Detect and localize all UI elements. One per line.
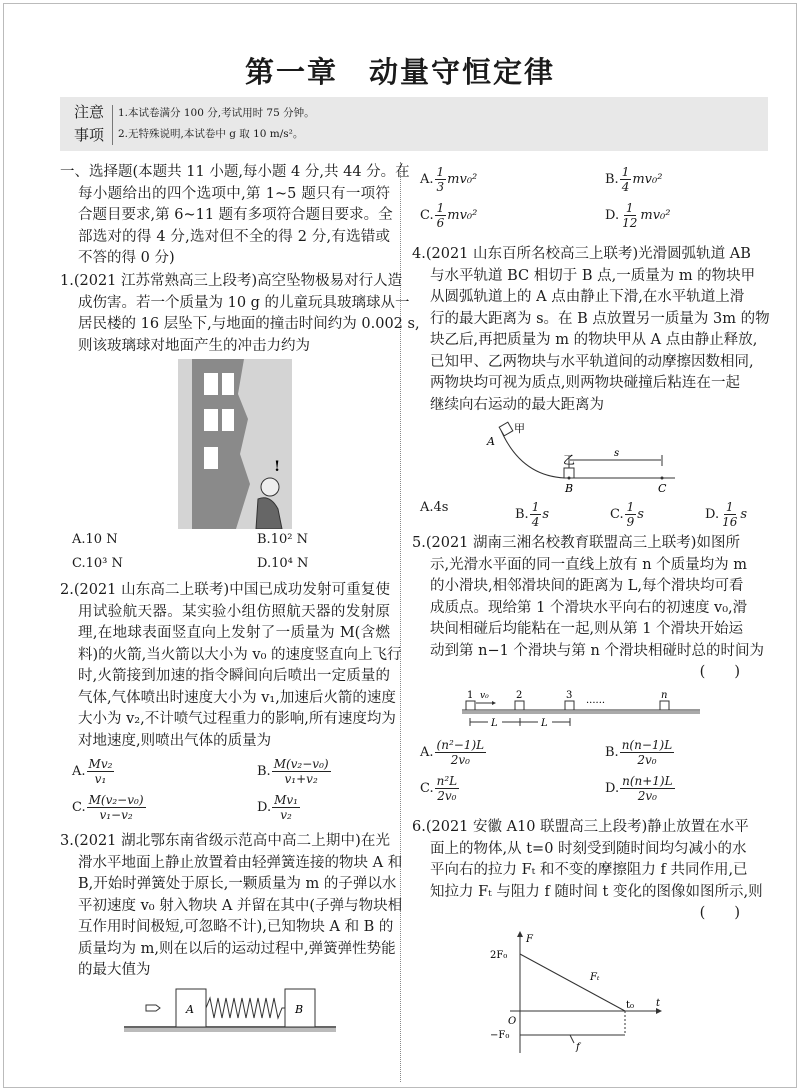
option-c[interactable] bbox=[72, 793, 147, 822]
option-a[interactable] bbox=[420, 165, 477, 194]
numerator: n²L bbox=[436, 774, 458, 788]
option-label: B. bbox=[257, 764, 271, 779]
slider-2-label: 2 bbox=[516, 690, 523, 701]
option-label: D. bbox=[257, 800, 272, 815]
option-b[interactable] bbox=[257, 532, 308, 547]
text-line: 的最大值为 bbox=[78, 962, 151, 978]
numerator: 1 bbox=[621, 165, 630, 179]
chapter-title: 第一章 动量守恒定律 bbox=[244, 55, 555, 89]
option-label: D. bbox=[605, 781, 620, 796]
text-line: 的小滑块,相邻滑块间的距离为 L,每个滑块均可看 bbox=[430, 578, 744, 594]
fraction bbox=[272, 793, 300, 822]
denominator: v₁−v₂ bbox=[99, 808, 133, 822]
fraction bbox=[620, 201, 639, 230]
text-line: 部选对的得 4 分,选对但不全的得 2 分,有选错或 bbox=[78, 228, 390, 245]
denominator: v₁+v₂ bbox=[284, 772, 318, 786]
spring-blocks-diagram bbox=[120, 984, 340, 1034]
fraction bbox=[620, 774, 674, 803]
f-label: f bbox=[576, 1042, 580, 1053]
block-yi-label: 乙 bbox=[563, 453, 576, 467]
text-line: 平初速度 v₀ 射入物块 A 并留在其中(子弹与物块相 bbox=[78, 897, 403, 914]
fraction bbox=[720, 500, 739, 529]
denominator: 2v₀ bbox=[637, 789, 657, 803]
denominator: v₂ bbox=[280, 808, 292, 822]
slider-3-label: 3 bbox=[566, 690, 573, 701]
denominator: 2v₀ bbox=[437, 789, 457, 803]
option-d[interactable] bbox=[257, 556, 308, 571]
option-label: D. bbox=[605, 208, 620, 223]
point-a-label: A bbox=[487, 435, 495, 448]
denominator: 2v₀ bbox=[637, 753, 657, 767]
option-a[interactable] bbox=[72, 532, 118, 547]
numerator: 1 bbox=[436, 201, 445, 215]
ft-line bbox=[520, 954, 625, 1011]
denominator: 4 bbox=[531, 515, 540, 529]
notice-box bbox=[60, 97, 768, 151]
notice-label-line: 注意 bbox=[74, 103, 105, 121]
distance-l-label: L bbox=[491, 718, 498, 729]
fraction bbox=[435, 738, 487, 767]
fraction bbox=[435, 165, 447, 194]
option-label: A. bbox=[72, 532, 86, 547]
axis-f-label: F bbox=[526, 934, 533, 945]
fraction bbox=[625, 500, 637, 529]
slider-n-label: n bbox=[661, 690, 668, 701]
option-text: 10³ N bbox=[85, 556, 123, 571]
text-line: 与水平轨道 BC 相切于 B 点,一质量为 m 的物块甲 bbox=[430, 267, 756, 284]
force-time-graph bbox=[480, 928, 680, 1058]
option-b[interactable] bbox=[605, 165, 662, 194]
slider-1-label: 1 bbox=[467, 690, 474, 701]
text-line: 滑水平地面上静止放置着由轻弹簧连接的物块 A 和 bbox=[78, 854, 403, 871]
fraction bbox=[620, 165, 632, 194]
tick-neg-f0-label: −F₀ bbox=[490, 1030, 510, 1041]
text-line: 理,在地球表面竖直向上发射了一质量为 M(含燃 bbox=[78, 625, 390, 641]
option-tail: mv₀² bbox=[447, 208, 478, 223]
text-line: 料)的火箭,当火箭以大小为 v₀ 的速度竖直向上飞行 bbox=[78, 646, 402, 663]
distance-l-label: L bbox=[541, 718, 548, 729]
denominator: v₁ bbox=[94, 772, 107, 786]
notice-item: 2.无特殊说明,本试卷中 g 取 10 m/s²。 bbox=[118, 128, 304, 140]
numerator: 1 bbox=[531, 500, 540, 514]
text-line: 示,光滑水平面的同一直线上放有 n 个质量均为 m bbox=[430, 556, 748, 573]
tick-t0-label: t₀ bbox=[626, 1000, 635, 1011]
section-header bbox=[60, 162, 410, 270]
option-tail: mv₀² bbox=[640, 208, 671, 223]
velocity-label: v₀ bbox=[480, 691, 489, 701]
option-label: C. bbox=[72, 556, 86, 571]
option-d[interactable] bbox=[605, 201, 670, 230]
option-text: 4s bbox=[433, 500, 449, 515]
tick-2f0-label: 2F₀ bbox=[490, 950, 508, 961]
question-4 bbox=[412, 244, 770, 416]
origin-label: O bbox=[508, 1016, 517, 1027]
text-line: 互作用时间极短,可忽略不计),已知物块 A 和 B 的 bbox=[78, 919, 394, 935]
text-line: B,开始时弹簧处于原长,一颗质量为 m 的子弹以水 bbox=[78, 876, 397, 892]
denominator: 3 bbox=[436, 180, 445, 194]
denominator: 9 bbox=[626, 515, 635, 529]
fraction bbox=[435, 774, 460, 803]
option-d[interactable] bbox=[257, 793, 301, 822]
numerator: 1 bbox=[436, 165, 445, 179]
distance-s-label: s bbox=[614, 448, 620, 459]
question-1-options bbox=[72, 532, 392, 577]
text-line: 每小题给出的四个选项中,第 1~5 题只有一项符 bbox=[78, 185, 390, 202]
option-label: B. bbox=[515, 507, 529, 522]
option-c[interactable] bbox=[610, 500, 644, 529]
question-5-options bbox=[420, 738, 740, 813]
option-label: D. bbox=[257, 556, 272, 571]
ellipsis: ······ bbox=[586, 698, 606, 709]
notice-divider bbox=[112, 105, 113, 145]
text-line: 面上的物体,从 t=0 时刻受到随时间均匀减小的水 bbox=[430, 840, 747, 857]
text-line: 动到第 n−1 个滑块与第 n 个滑块相碰时总的时间为 bbox=[430, 642, 764, 659]
answer-paren: ( ) bbox=[699, 905, 740, 921]
text-line: 继续向右运动的最大距离为 bbox=[430, 396, 604, 413]
denominator: 12 bbox=[622, 216, 638, 230]
option-b[interactable] bbox=[605, 738, 675, 767]
paren-line bbox=[412, 662, 740, 684]
option-tail: mv₀² bbox=[632, 172, 663, 187]
option-text: 10⁴ N bbox=[271, 556, 309, 571]
point-c-label: C bbox=[658, 482, 667, 495]
arc-track-diagram bbox=[480, 418, 680, 498]
text-line: 1.(2021 江苏常熟高三上段考)高空坠物极易对行人造 bbox=[60, 273, 403, 289]
fraction bbox=[620, 738, 674, 767]
numerator: (n²−1)L bbox=[436, 738, 485, 752]
option-tail: mv₀² bbox=[447, 172, 478, 187]
option-label: A. bbox=[72, 764, 86, 779]
text-line: 用试验航天器。某实验小组仿照航天器的发射原 bbox=[78, 603, 390, 620]
block-b-label: B bbox=[295, 1003, 304, 1016]
fraction bbox=[272, 757, 331, 786]
sliders-diagram bbox=[460, 686, 705, 734]
option-label: B. bbox=[605, 172, 619, 187]
option-tail: s bbox=[542, 507, 549, 522]
option-d[interactable] bbox=[705, 500, 747, 529]
numerator: n(n−1)L bbox=[621, 738, 673, 752]
option-c[interactable] bbox=[420, 774, 460, 803]
option-label: B. bbox=[257, 532, 271, 547]
numerator: 1 bbox=[725, 500, 734, 514]
text-line: 居民楼的 16 层坠下,与地面的撞击时间约为 0.002 s, bbox=[78, 316, 420, 332]
numerator: 1 bbox=[625, 201, 634, 215]
text-line: 2.(2021 山东高二上联考)中国已成功发射可重复使 bbox=[60, 582, 390, 598]
option-text: 10 N bbox=[85, 532, 118, 547]
option-label: C. bbox=[610, 507, 624, 522]
fraction bbox=[87, 757, 115, 786]
text-line: 从圆弧轨道上的 A 点由静止下滑,在水平轨道上滑 bbox=[430, 289, 745, 305]
question-6 bbox=[412, 817, 763, 925]
notice-items bbox=[118, 103, 315, 145]
fraction bbox=[435, 201, 447, 230]
fraction bbox=[530, 500, 542, 529]
option-a[interactable] bbox=[420, 500, 448, 515]
option-label: C. bbox=[420, 208, 434, 223]
point-b-label: B bbox=[565, 482, 574, 495]
question-2-options bbox=[72, 757, 392, 827]
denominator: 6 bbox=[436, 216, 445, 230]
notice-label-line: 事项 bbox=[74, 126, 105, 144]
svg-text:!: ! bbox=[274, 459, 281, 475]
option-label: A. bbox=[420, 745, 434, 760]
question-4-options bbox=[420, 500, 750, 532]
notice-item: 1.本试卷满分 100 分,考试用时 75 分钟。 bbox=[118, 107, 315, 119]
option-tail: s bbox=[740, 507, 748, 522]
numerator: n(n+1)L bbox=[622, 774, 673, 788]
option-a[interactable] bbox=[420, 738, 487, 767]
text-line: 5.(2021 湖南三湘名校教育联盟高三上联考)如图所 bbox=[412, 535, 740, 551]
denominator: 2v₀ bbox=[450, 753, 470, 767]
denominator: 4 bbox=[621, 180, 630, 194]
question-3 bbox=[60, 831, 403, 982]
text-line: 两物块均可视为质点,则两物块碰撞后粘连在一起 bbox=[430, 375, 740, 391]
text-line: 大小为 v₂,不计喷气过程重力的影响,所有速度均为 bbox=[78, 711, 396, 727]
option-label: C. bbox=[72, 800, 86, 815]
option-label: A. bbox=[420, 172, 434, 187]
question-2 bbox=[60, 580, 402, 752]
paren-line bbox=[412, 903, 740, 925]
ft-label: Fₜ bbox=[590, 972, 600, 983]
option-b[interactable] bbox=[257, 757, 332, 786]
numerator: Mv₁ bbox=[274, 793, 298, 807]
text-line: 块乙后,再把质量为 m 的物块甲从 A 点由静止释放, bbox=[430, 332, 758, 348]
fraction bbox=[87, 793, 146, 822]
text-line: 气体,气体喷出时速度大小为 v₁,加速后火箭的速度 bbox=[78, 689, 396, 706]
falling-object-illustration bbox=[178, 359, 292, 529]
text-line: 行的最大距离为 s。在 B 点放置另一质量为 3m 的物 bbox=[430, 310, 770, 327]
text-line: 3.(2021 湖北鄂东南省级示范高中高二上期中)在光 bbox=[60, 833, 390, 849]
option-b[interactable] bbox=[515, 500, 549, 529]
text-line: 已知甲、乙两物块与水平轨道间的动摩擦因数相同, bbox=[430, 353, 754, 370]
numerator: Mv₂ bbox=[88, 757, 113, 771]
option-label: B. bbox=[605, 745, 619, 760]
text-line: 质量均为 m,则在以后的运动过程中,弹簧弹性势能 bbox=[78, 940, 396, 957]
block-jia-label: 甲 bbox=[514, 422, 525, 435]
option-text: 10² N bbox=[270, 532, 308, 547]
numerator: M(v₂−v₀) bbox=[88, 793, 144, 807]
question-5 bbox=[412, 533, 764, 684]
text-line: 块间相碰后均能粘在一起,则从第 1 个滑块开始运 bbox=[430, 621, 744, 637]
option-tail: s bbox=[637, 507, 644, 522]
option-a[interactable] bbox=[72, 757, 115, 786]
text-line: 合题目要求,第 6~11 题有多项符合题目要求。全 bbox=[78, 207, 393, 223]
option-c[interactable] bbox=[72, 556, 123, 571]
option-label: A. bbox=[420, 500, 434, 515]
option-label: D. bbox=[705, 507, 720, 522]
text-line: 知拉力 Fₜ 与阻力 f 随时间 t 变化的图像如图所示,则 bbox=[430, 883, 763, 900]
text-line: 成质点。现给第 1 个滑块水平向右的初速度 v₀,滑 bbox=[430, 599, 748, 616]
text-line: 则该玻璃球对地面产生的冲击力约为 bbox=[78, 337, 310, 354]
denominator: 16 bbox=[722, 515, 738, 529]
question-1 bbox=[60, 271, 420, 357]
option-c[interactable] bbox=[420, 201, 477, 230]
text-line: 6.(2021 安徽 A10 联盟高三上段考)静止放置在水平 bbox=[412, 819, 749, 835]
numerator: M(v₂−v₀) bbox=[273, 757, 329, 771]
block-a-label: A bbox=[186, 1003, 194, 1016]
text-line: 成伤害。若一个质量为 10 g 的儿童玩具玻璃球从一 bbox=[78, 294, 410, 311]
text-line: 不答的得 0 分) bbox=[78, 250, 175, 266]
question-3-options bbox=[420, 165, 740, 240]
text-line: 平向右的拉力 Fₜ 和不变的摩擦阻力 f 共同作用,已 bbox=[430, 862, 748, 878]
axis-t-label: t bbox=[656, 998, 661, 1009]
numerator: 1 bbox=[626, 500, 635, 514]
option-label: C. bbox=[420, 781, 434, 796]
text-line: 4.(2021 山东百所名校高三上联考)光滑圆弧轨道 AB bbox=[412, 246, 751, 262]
answer-paren: ( ) bbox=[699, 664, 740, 680]
text-line: 一、选择题(本题共 11 小题,每小题 4 分,共 44 分。在 bbox=[60, 164, 410, 180]
text-line: 时,火箭接到加速的指令瞬间向后喷出一定质量的 bbox=[78, 668, 390, 684]
option-d[interactable] bbox=[605, 774, 676, 803]
notice-label bbox=[74, 101, 104, 147]
text-line: 对地速度,则喷出气体的质量为 bbox=[78, 732, 272, 749]
